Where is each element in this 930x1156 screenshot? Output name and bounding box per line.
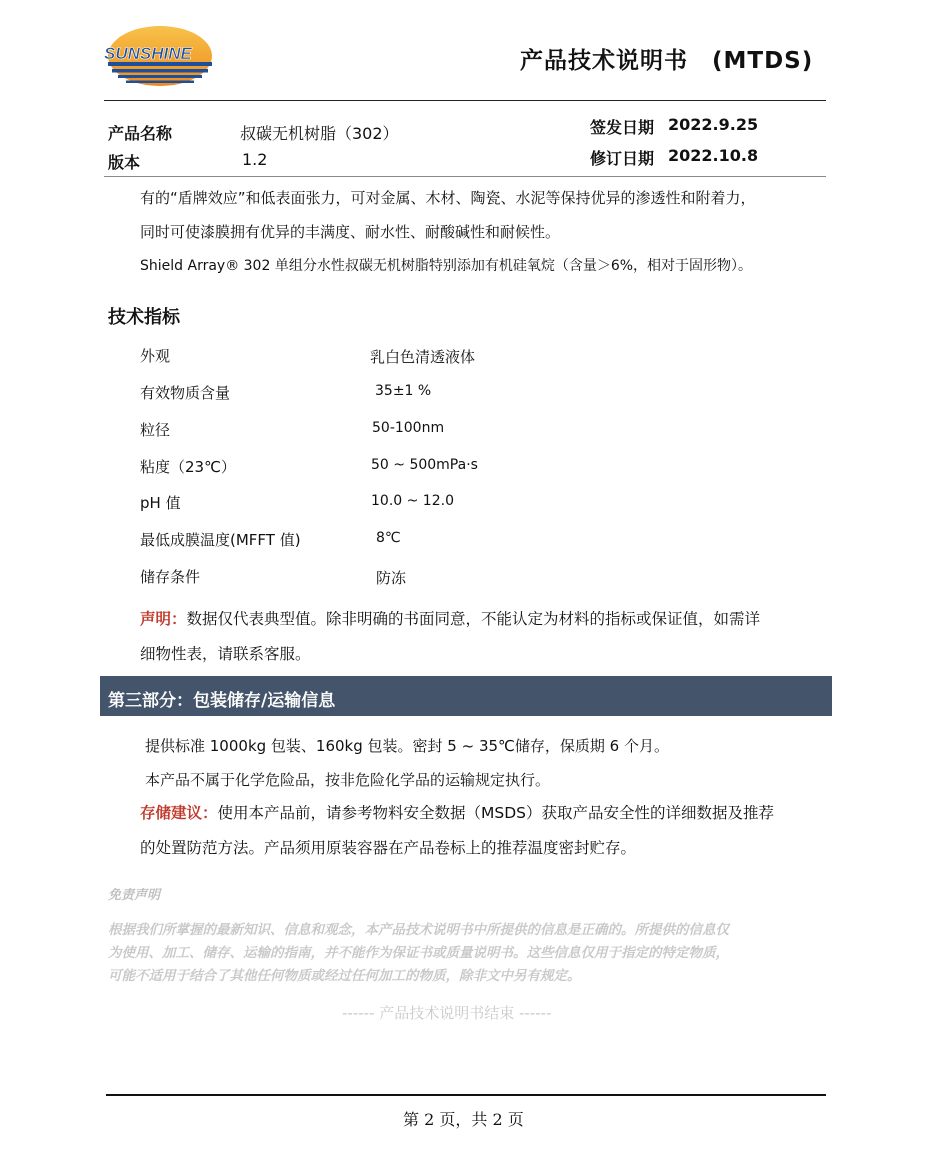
document-title: 产品技术说明书 (MTDS): [520, 48, 814, 74]
disclaimer-title: 免责声明: [108, 888, 161, 903]
spec-label-content: 有效物质含量: [140, 384, 231, 402]
spec-value-storage: 防冻: [376, 569, 407, 587]
spec-label-appearance: 外观: [140, 347, 171, 365]
intro-line-1: 有的“盾牌效应”和低表面张力，可对金属、木材、陶瓷、水泥等保持优异的渗透性和附着力，: [140, 189, 756, 207]
disclaimer-line-1: 根据我们所掌握的最新知识、信息和观念，本产品技术说明书中所提供的信息是正确的。所提供的信息仅: [108, 922, 729, 938]
revision-date-value: 2022.10.8: [668, 146, 759, 165]
section3-title: 第三部分：包装储存/运输信息: [108, 691, 336, 711]
disclaimer-line-2: 为使用、加工、储存、运输的指南，并不能作为保证书或质量说明书。这些信息仅用于指定的特定物质，: [108, 945, 729, 961]
intro-line-3: Shield Array® 302 单组分水性叔碳无机树脂特别添加有机硅氧烷（含量＞6%，相对于固形物）。: [140, 258, 753, 274]
specs-note-line-1: [140, 609, 760, 629]
disclaimer-line-3: 可能不适用于结合了其他任何物质或经过任何加工的物质，除非文中另有规定。: [108, 968, 581, 984]
spec-label-ph: pH 值: [140, 494, 181, 512]
specs-note-line-2: 细物性表，请联系客服。: [140, 645, 311, 663]
section3-line-2: 本产品不属于化学危险品，按非危险化学品的运输规定执行。: [145, 771, 551, 789]
storage-advice-label: 存储建议：: [140, 804, 218, 822]
storage-advice-line-2: 的处置防范方法。产品须用原装容器在产品卷标上的推荐温度密封贮存。: [140, 839, 637, 857]
product-name-label: 产品名称: [108, 124, 173, 143]
specs-note-label: 声明：: [140, 610, 187, 628]
version-label: 版本: [108, 153, 141, 172]
spec-label-viscosity: 粘度（23℃）: [140, 458, 236, 476]
specs-note-text: 数据仅代表典型值。除非明确的书面同意，不能认定为材料的指标或保证值，如需详: [186, 610, 761, 628]
spec-value-particle-size: 50-100nm: [372, 420, 445, 436]
spec-value-appearance: 乳白色清透液体: [370, 348, 476, 366]
spec-value-content: 35±1 %: [375, 383, 432, 399]
spec-label-particle-size: 粒径: [140, 421, 171, 439]
specs-heading: 技术指标: [108, 307, 180, 328]
logo-text: SUNSHINE: [104, 44, 192, 63]
issue-date-label: 签发日期: [590, 118, 655, 137]
spec-value-mfft: 8℃: [376, 530, 401, 546]
storage-advice-line-1: [140, 803, 774, 823]
section3-line-1: 提供标准 1000kg 包装、160kg 包装。密封 5 ~ 35℃储存，保质期 6 个月。: [145, 737, 669, 755]
intro-line-2: 同时可使漆膜拥有优异的丰满度、耐水性、耐酸碱性和耐候性。: [140, 223, 561, 241]
footer-divider: [106, 1094, 826, 1096]
end-of-document-mark: ------ 产品技术说明书结束 ------: [342, 1004, 552, 1022]
version-value: 1.2: [242, 150, 268, 169]
issue-date-value: 2022.9.25: [668, 115, 759, 134]
revision-date-label: 修订日期: [590, 149, 655, 168]
spec-value-viscosity: 50 ~ 500mPa·s: [371, 457, 478, 473]
spec-value-ph: 10.0 ~ 12.0: [371, 493, 454, 509]
sunshine-logo: [100, 22, 218, 92]
spec-label-mfft: 最低成膜温度(MFFT 值): [140, 531, 301, 549]
meta-divider: [104, 176, 826, 177]
storage-advice-text: 使用本产品前，请参考物料安全数据（MSDS）获取产品安全性的详细数据及推荐: [217, 804, 775, 822]
product-name-value: 叔碳无机树脂（302）: [240, 124, 399, 143]
page-number: 第 2 页，共 2 页: [403, 1110, 524, 1129]
spec-label-storage: 储存条件: [140, 568, 201, 586]
header-divider: [104, 100, 826, 101]
